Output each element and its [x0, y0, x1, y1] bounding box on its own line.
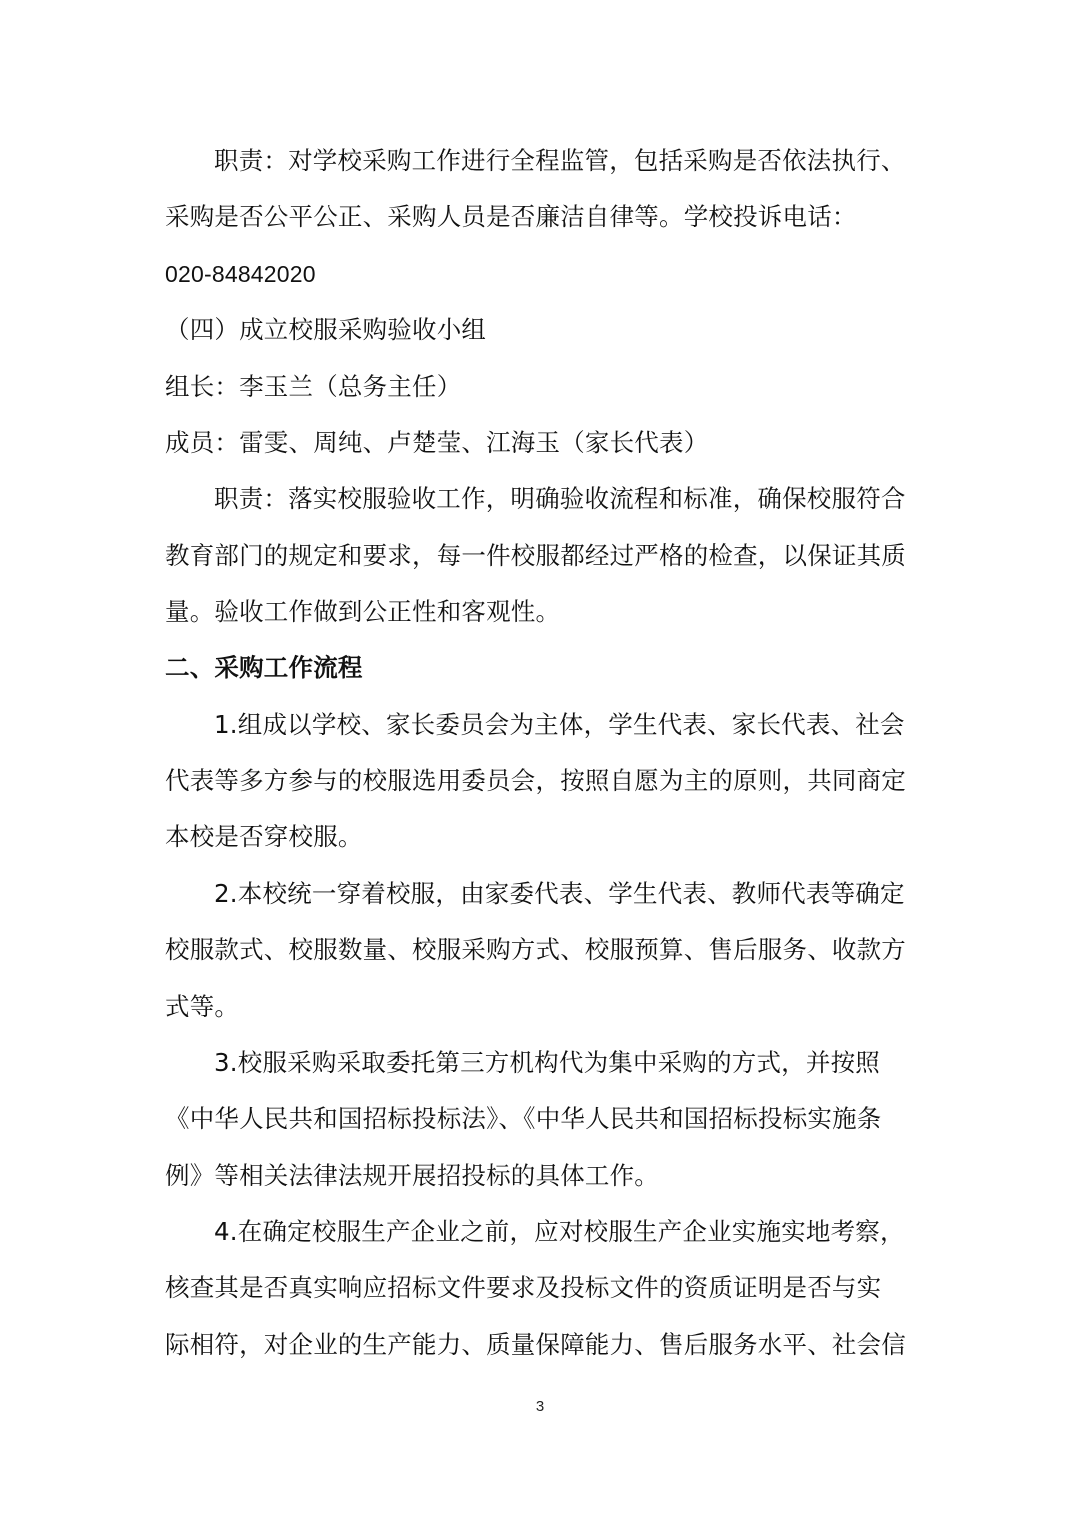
text-line: 式等。	[165, 992, 240, 1021]
section-heading: 二、采购工作流程	[165, 653, 363, 682]
text-line: 组长：李玉兰（总务主任）	[165, 372, 462, 401]
text-line: 量。验收工作做到公正性和客观性。	[165, 597, 561, 626]
text-line: 代表等多方参与的校服选用委员会，按照自愿为主的原则，共同商定	[165, 766, 906, 795]
text-line: 校服款式、校服数量、校服采购方式、校服预算、售后服务、收款方	[165, 935, 906, 964]
text-line: 采购是否公平公正、采购人员是否廉洁自律等。学校投诉电话：	[165, 202, 857, 231]
text-line: 3.校服采购采取委托第三方机构代为集中采购的方式，并按照	[214, 1048, 880, 1077]
text-line: 2.本校统一穿着校服，由家委代表、学生代表、教师代表等确定	[214, 879, 905, 908]
text-line: 《中华人民共和国招标投标法》、《中华人民共和国招标投标实施条	[165, 1104, 882, 1133]
text-line: 职责：落实校服验收工作，明确验收流程和标准，确保校服符合	[214, 484, 906, 513]
text-line: 4.在确定校服生产企业之前，应对校服生产企业实施实地考察，	[214, 1217, 905, 1246]
text-line: 成员：雷雯、周纯、卢楚莹、江海玉（家长代表）	[165, 428, 709, 457]
page-number: 3	[535, 1398, 545, 1415]
text-line: 1.组成以学校、家长委员会为主体，学生代表、家长代表、社会	[214, 710, 905, 739]
text-line: 职责：对学校采购工作进行全程监管，包括采购是否依法执行、	[214, 146, 906, 175]
text-line: 例》等相关法律法规开展招投标的具体工作。	[165, 1161, 659, 1190]
text-line: 本校是否穿校服。	[165, 822, 363, 851]
complaint-phone-number: 020-84842020	[165, 261, 316, 287]
text-line: 际相符，对企业的生产能力、质量保障能力、售后服务水平、社会信	[165, 1330, 906, 1359]
text-line: 核查其是否真实响应招标文件要求及投标文件的资质证明是否与实	[165, 1273, 882, 1302]
text-line: 教育部门的规定和要求，每一件校服都经过严格的检查，以保证其质	[165, 541, 906, 570]
section-heading: （四）成立校服采购验收小组	[165, 315, 487, 344]
